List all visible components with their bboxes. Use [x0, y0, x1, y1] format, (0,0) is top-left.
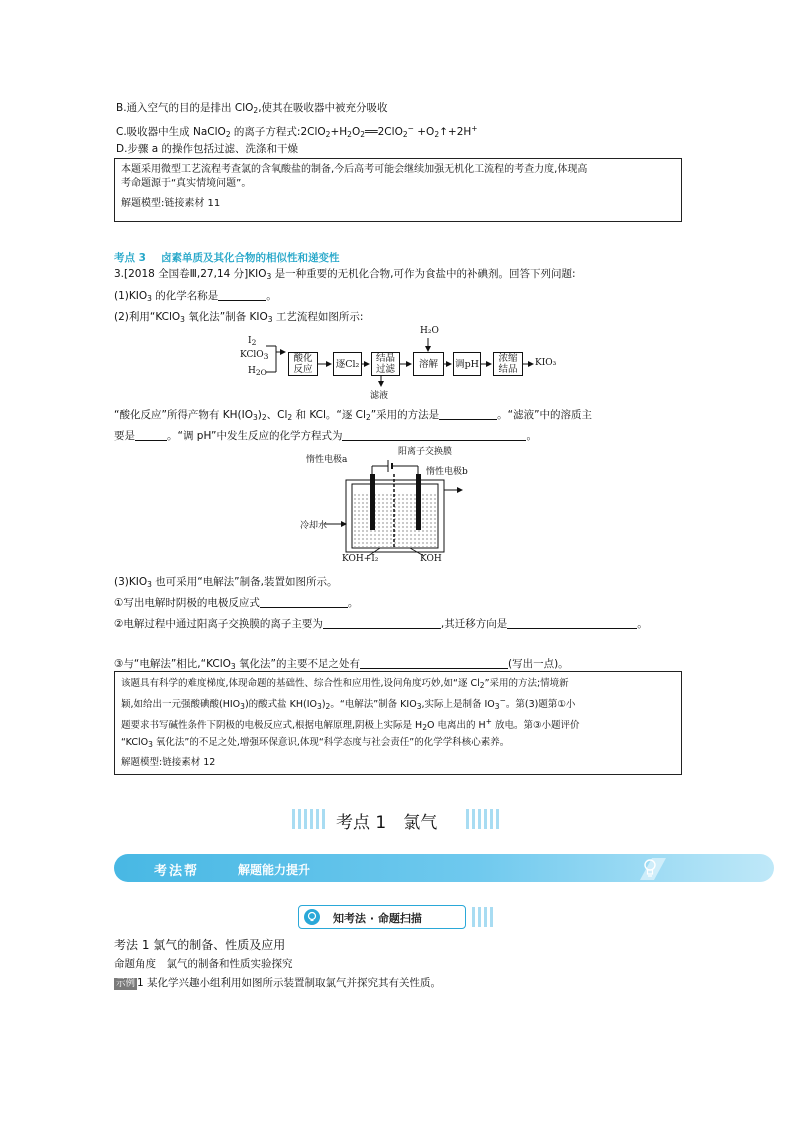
kaofa-banner [114, 854, 774, 882]
question-3-part-3-3: ③与“电解法”相比,“KClO$_3$ 氧化法”的主要不足之处有 (写出一点)。 [114, 658, 569, 671]
banner-left-text: 考法帮 [154, 864, 200, 879]
answer-blank-3[interactable] [135, 429, 167, 441]
answer-blank-1[interactable] [218, 289, 266, 301]
lightbulb-badge-icon [303, 908, 321, 926]
note-1-line-2: 考命题源于“真实情境问题”。 [121, 178, 252, 189]
lightbulb-icon [642, 858, 658, 878]
note-2-line-4: “KClO$_3$ 氧化法”的不足之处,增强环保意识,体现“科学态度与社会责任”的化学学科核心素养。 [121, 737, 510, 749]
flow-box-adjust-ph: 调pH [453, 352, 481, 376]
note-2-line-2: 颖,如给出一元强酸碘酸$(HIO_3)$的酸式盐 $KH(IO_3)_2$。“电解法”制备 $KIO_3$,实际上是制备 $IO_3^-$。第(3)题第①小 [121, 696, 576, 711]
question-3-part-2-text-b: 要是 。“调 pH”中发生反应的化学方程式为 。 [114, 430, 537, 442]
flow-product-label: KIO₃ [535, 358, 557, 368]
answer-blank-7[interactable] [507, 617, 637, 629]
analysis-note-2 [114, 671, 682, 775]
proposition-angle: 命题角度 氯气的制备和性质实验探究 [114, 958, 293, 970]
note-2-line-3: 题要求书写碱性条件下阴极的电极反应式,根据电解原理,阴极上实际是 $H_2O$ 电离出的 H+ 放电。第③小题评价 [121, 717, 580, 732]
answer-blank-2[interactable] [439, 408, 497, 420]
answer-blank-5[interactable] [260, 596, 348, 608]
membrane-label: 阳离子交换膜 [398, 447, 453, 457]
analysis-note-1 [114, 158, 682, 222]
flow-box-dissolve: 溶解 [413, 352, 444, 376]
section-pill-text: 知考法 · 命题扫描 [333, 912, 422, 925]
answer-blank-6[interactable] [323, 617, 441, 629]
kaodian-1-heading: 考点 1 氯气 [336, 813, 438, 833]
banner-right-text: 解题能力提升 [238, 863, 311, 877]
question-3-stem: 3.[2018 全国卷Ⅲ,27,14 分]$KIO_3$ 是一种重要的无机化合物,可作为食盐中的补碘剂。回答下列问题: [114, 268, 576, 281]
question-3-part-2-text-a: “酸化反应”所得产物有 $KH(IO_3)_2$、$Cl_2$ 和 KCl。“逐 $Cl_2$”采用的方法是 。“滤液”中的溶质主 [114, 409, 593, 422]
kaofa-1-heading: 考法 1 氯气的制备、性质及应用 [114, 938, 286, 952]
example-1: 示例 1 某化学兴趣小组利用如图所示装置制取氯气并探究其有关性质。 [116, 977, 442, 989]
flow-box-remove-cl2: 逐Cl₂ [333, 352, 362, 376]
flow-box-crystallize-filter: 结晶 过滤 [371, 352, 400, 376]
input-h2o: $H_{2O}$ [248, 366, 267, 377]
flow-box-concentrate: 浓缩 结品 [493, 352, 523, 376]
answer-blank-8[interactable] [360, 657, 508, 669]
electrolysis-cell-diagram [300, 446, 482, 570]
kaodian-3-label: 考点 3 [114, 252, 146, 264]
note-2-footer: 解题模型:链接素材 12 [121, 757, 216, 768]
answer-blank-4[interactable] [342, 429, 526, 441]
flow-box-acidification: 酸化 反应 [288, 352, 318, 376]
coolant-label: 冷却水 [300, 521, 328, 531]
question-3-part-1: $(1)KIO_3$ 的化学名称是 。 [114, 290, 277, 303]
right-solution-label: KOH [420, 554, 442, 564]
section-pill [298, 905, 466, 929]
left-solution-label: KOH+I₂ [342, 554, 379, 564]
kaodian-1-title-bar [292, 806, 502, 832]
process-flow-diagram [236, 322, 566, 400]
note-2-line-1: 该题具有科学的难度梯度,体现命题的基础性、综合性和应用性,设问角度巧妙,如“逐 $Cl_2$”采用的方法;情境新 [121, 678, 569, 690]
electrode-b-label: 惰性电极b [426, 467, 468, 477]
question-3-part-3: $(3)KIO_3$ 也可采用“电解法”制备,装置如图所示。 [114, 576, 338, 589]
question-3-part-3-1: ①写出电解时阴极的电极反应式 。 [114, 597, 359, 609]
kaodian-3-heading [114, 246, 340, 265]
option-b: B.通入空气的目的是排出 ClO$_2$,使其在吸收器中被充分吸收 [116, 102, 388, 115]
flow-filtrate-label: 滤液 [370, 391, 389, 401]
input-i2: $I_2$ [248, 336, 257, 347]
example-tag: 示例 [116, 978, 136, 989]
option-c: C.吸收器中生成 NaClO$_2$ 的离子方程式$:2ClO_2+H_2O_2══2ClO_2^-$ $+O_2↑+2H^+$ [116, 124, 478, 139]
question-3-part-2: (2)利用“KClO$_3$ 氧化法”制备 $KIO_3$ 工艺流程如图所示: [114, 311, 364, 324]
electrode-a-label: 惰性电极a [306, 455, 348, 465]
input-kclo3: KClO$_3$ [240, 350, 269, 361]
note-1-line-1: 本题采用微型工艺流程考查氯的含氧酸盐的制备,今后高考可能会继续加强无机化工流程的考查力度,体现高 [121, 164, 588, 175]
kaodian-3-title: 卤素单质及其化合物的相似性和递变性 [161, 252, 340, 264]
flow-water-label: H₂O [420, 326, 439, 336]
option-d: D.步骤 a 的操作包括过滤、洗涤和干燥 [116, 143, 299, 155]
note-1-footer: 解题模型:链接素材 11 [121, 198, 221, 209]
question-3-part-3-2: ②电解过程中通过阳离子交换膜的离子主要为 ,其迁移方向是 。 [114, 618, 648, 630]
